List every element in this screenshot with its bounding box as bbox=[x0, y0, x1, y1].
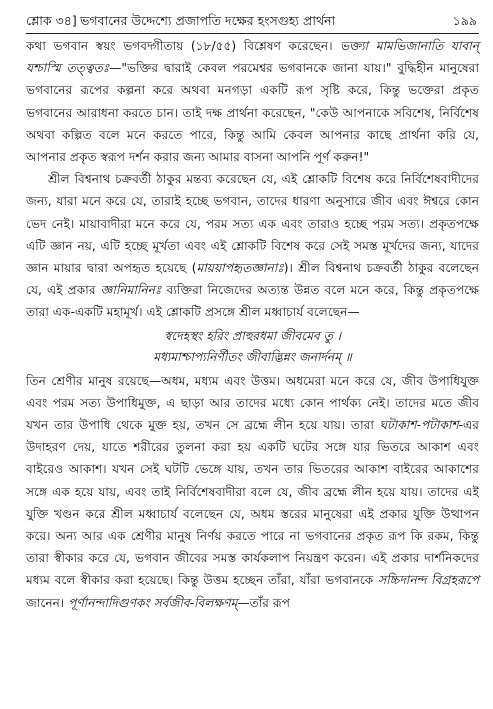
paragraph-3: তিন শ্রেণীর মানুষ রয়েছে—অধম, মধ্যম এবং উত্তম। অধমেরা মনে করে যে, জীব উপাধিযুক্ত এবং পরম সত্য উপাধিমুক্ত, এ ছাড়া আর তাদের মধ্যে কোন পার্থক্য নেই। তাদের মতে জীব যখন তার উপাধি থেকে মুক্ত হয়, তখন সে ব্রহ্মে লীন হয়ে যায়। তারা ঘটাকাশ-পটাকাশ-এর উদাহরণ দেয়, যাতে শরীরের তুলনা করা হয় একটি ঘটের সঙ্গে যার ভিতরে আকাশ এবং বাইরেও আকাশ। যখন সেই ঘটটি ভেঙ্গে যায়, তখন তার ভিতরের আকাশ বাইরের আকাশের সঙ্গে এক হয়ে যায়, এবং তাই নির্বিশেষবাদীরা বলে যে, জীব ব্রহ্মে লীন হয়ে যায়। তাদের এই যুক্তি খণ্ডন করে শ্রীল মধ্বাচার্য বলেছেন যে, অধম স্তরের মানুষেরা এই প্রকার যুক্তি উত্থাপন করে। অন্য আর এক শ্রেণীর মানুষ নির্ণয় করতে পারে না ভগবানের প্রকৃত রূপ কি রকম, কিন্তু তারা স্বীকার করে যে, ভগবান জীবের সমস্ত কার্যকলাপ নিয়ন্ত্রণ করেন। এই প্রকার দার্শনিকদের মধ্যম বলে স্বীকার করা হয়েছে। কিন্তু উত্তম হচ্ছেন তাঁরা, যাঁরা ভগবানকে সচ্চিদানন্দ বিগ্রহরূপে জানেন। পূর্ণানন্দাদিগুণকং সর্বজীব-বিলক্ষণম্—তাঁর রূপ bbox=[26, 373, 480, 610]
running-title: ভগবানের উদ্দেশ্যে প্রজাপতি দক্ষের হংসগুহ্য প্রার্থনা bbox=[80, 13, 336, 28]
verse-reference: শ্লোক ৩৪] bbox=[26, 13, 77, 28]
paragraph-1: কথা ভগবান স্বয়ং ভগবদ্গীতায় (১৮/৫৫) বিশ্লেষণ করেছেন। ভক্ত্যা মামভিজানাতি যাবান্ যশ্চাস্মি তত্ত্বতঃ—"ভক্তির দ্বারাই কেবল পরমেশ্বর ভগবানকে জানা যায়।" বুদ্ধিহীন মানুষেরা ভগবানের রূপের কল্পনা করে অথবা মনগড়া একটি রূপ সৃষ্টি করে, কিন্তু ভক্তেরা প্রকৃত ভগবানের আরাধনা করতে চান। তাই দক্ষ প্রার্থনা করেছেন, "কেউ আপনাকে সবিশেষ, নির্বিশেষ অথবা কল্পিত বলে মনে করতে পারে, কিন্তু আমি কেবল আপনার কাছে প্রার্থনা করি যে, আপনার প্রকৃত স্বরূপ দর্শন করার জন্য আমার বাসনা আপনি পূর্ণ করুন!" bbox=[26, 39, 479, 165]
header-divider bbox=[26, 33, 479, 34]
paragraph-2: শ্রীল বিশ্বনাথ চক্রবর্তী ঠাকুর মন্তব্য করেছেন যে, এই শ্লোকটি বিশেষ করে নির্বিশেষবাদীদের জন্য, যারা মনে করে যে, তারাই হচ্ছে ভগবান, তাদের ধারণা অনুসারে জীব এবং ঈশ্বরে কোন ভেদ নেই। মায়াবাদীরা মনে করে যে, পরম সত্য এক এবং তারাও হচ্ছে পরম সত্য। প্রকৃতপক্ষে এটি জ্ঞান নয়, এটি হচ্ছে মূর্খতা এবং এই শ্লোকটি বিশেষ করে সেই সমস্ত মূর্খদের জন্য, যাদের জ্ঞান মায়ার দ্বারা অপহৃত হয়েছে (মায়য়াপহৃতজ্ঞানাঃ)। শ্রীল বিশ্বনাথ চক্রবর্তী ঠাকুর বলেছেন যে, এই প্রকার জ্ঞানিমানিনঃ ব্যক্তিরা নিজেদের অত্যন্ত উন্নত বলে মনে করে, কিন্তু প্রকৃতপক্ষে তারা এক-একটি মহামূর্খ। এই শ্লোকটি প্রসঙ্গে শ্রীল মধ্বাচার্য বলেছেন— bbox=[26, 172, 480, 320]
page-header bbox=[26, 11, 479, 31]
page-number: ১৯৯ bbox=[452, 13, 477, 28]
page-body bbox=[26, 35, 479, 614]
verse-line-1: স্বদেহস্থং হরিং প্রাহুরধমা জীবমেব তু । bbox=[163, 328, 341, 343]
quoted-verse bbox=[26, 326, 479, 368]
verse-line-2: মধ্যমাশ্চাপ্যনির্ণীতং জীবাদ্ভিন্নং জনার্দনম্ ॥ bbox=[153, 349, 352, 364]
